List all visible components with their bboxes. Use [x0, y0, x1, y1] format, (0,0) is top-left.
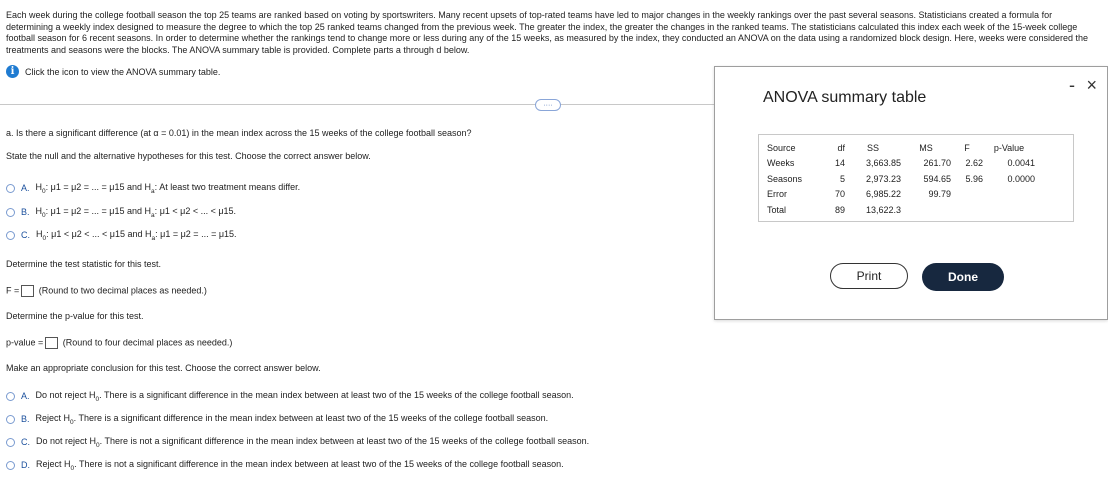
f-label: F =	[6, 285, 20, 296]
table-row	[767, 202, 1035, 218]
test-statistic-prompt: Determine the test statistic for this test.	[6, 259, 162, 269]
table-cell: 2,973.23	[865, 173, 901, 184]
radio-button[interactable]	[6, 208, 15, 217]
print-button[interactable]: Print	[830, 263, 908, 289]
h0-expression: μ1 = μ2 = ... = μ15	[50, 182, 125, 192]
table-cell: Total	[767, 204, 787, 215]
part-a-question: a. Is there a significant difference (at α = 0.01) in the mean index across the 15 weeks of the college football season?	[6, 128, 472, 138]
ha-expression: μ1 = μ2 = ... = μ15.	[160, 229, 237, 239]
table-cell: 0.0041	[1007, 158, 1035, 169]
table-cell: 261.70	[923, 158, 951, 169]
p-value-row	[6, 337, 232, 349]
anova-table	[758, 134, 1074, 222]
hypothesis-prompt: State the null and the alternative hypotheses for this test. Choose the correct answer below.	[6, 151, 371, 161]
column-header: SS	[866, 142, 879, 153]
radio-button[interactable]	[6, 184, 15, 193]
p-value-prompt: Determine the p-value for this test.	[6, 311, 144, 321]
f-statistic-row	[6, 285, 207, 297]
conclusion-text: Reject $H_0$. There is not a significant difference in the mean index between at least two of the 15 weeks of the college football season.	[36, 459, 564, 472]
column-header: F	[964, 142, 970, 153]
table-cell: 89	[834, 204, 845, 215]
p-value-hint: (Round to four decimal places as needed.)	[62, 337, 233, 348]
table-cell: 0.0000	[1007, 173, 1035, 184]
table-header-row	[767, 140, 1035, 156]
minimize-icon[interactable]: -	[1069, 75, 1075, 95]
h0-expression: μ1 < μ2 < ... < μ15	[51, 229, 125, 239]
conclusion-option-c[interactable]: C. Do not reject $H_0$. There is not a significant difference in the mean index between at least two of the 15 weeks of the college football season.	[6, 436, 589, 449]
info-link-text: Click the icon to view the ANOVA summary table.	[25, 66, 221, 77]
radio-button[interactable]	[6, 392, 15, 401]
conclusion-option-a[interactable]: A. Do not reject $H_0$. There is a significant difference in the mean index between at least two of the 15 weeks of the college football season.	[6, 390, 574, 403]
table-cell: 6,985.22	[865, 189, 901, 200]
hypothesis-text: $H_0$: μ1 = μ2 = ... = μ15 and $H_a$: μ1 < μ2 < ... < μ15.	[35, 206, 237, 219]
done-button[interactable]: Done	[922, 263, 1004, 291]
table-cell: Seasons	[767, 173, 803, 184]
table-cell	[983, 202, 1035, 218]
p-value-input[interactable]	[45, 337, 58, 349]
p-value-label: p-value =	[6, 337, 44, 348]
hypothesis-text: $H_0$: μ1 = μ2 = ... = μ15 and $H_a$: At least two treatment means differ.	[35, 182, 301, 195]
column-header: MS	[919, 142, 933, 153]
hypothesis-text: $H_0$: μ1 < μ2 < ... < μ15 and $H_a$: μ1 = μ2 = ... = μ15.	[36, 229, 237, 242]
conclusion-text: Do not reject $H_0$. There is a significant difference in the mean index between at least two of the 15 weeks of the college football season.	[35, 390, 574, 403]
hypothesis-option-b[interactable]: B. $H_0$: μ1 = μ2 = ... = μ15 and $H_a$: μ1 < μ2 < ... < μ15.	[6, 206, 236, 219]
radio-button[interactable]	[6, 415, 15, 424]
conclusion-option-d[interactable]: D. Reject $H_0$. There is not a significant difference in the mean index between at least two of the 15 weeks of the college football season.	[6, 459, 564, 472]
table-cell: 2.62	[965, 158, 983, 169]
column-header: p-Value	[993, 142, 1025, 153]
table-cell: 5.96	[965, 173, 983, 184]
anova-info-link[interactable]	[6, 65, 220, 78]
table-cell: 13,622.3	[865, 204, 901, 215]
f-statistic-input[interactable]	[21, 285, 34, 297]
anova-summary-dialog	[714, 66, 1108, 320]
conclusion-text: Do not reject $H_0$. There is not a significant difference in the mean index between at least two of the 15 weeks of the college football season.	[36, 436, 590, 449]
table-cell	[951, 187, 983, 203]
info-icon[interactable]: i	[6, 65, 19, 78]
column-header: Source	[767, 142, 796, 153]
table-cell: Error	[767, 189, 787, 200]
h0-expression: μ1 = μ2 = ... = μ15	[50, 206, 125, 216]
table-cell	[951, 202, 983, 218]
table-row	[767, 171, 1035, 187]
table-cell: 14	[834, 158, 845, 169]
conclusion-option-b[interactable]: B. Reject $H_0$. There is a significant difference in the mean index between at least two of the 15 weeks of the college football season.	[6, 413, 548, 426]
hypothesis-option-c[interactable]: C. $H_0$: μ1 < μ2 < ... < μ15 and $H_a$: μ1 = μ2 = ... = μ15.	[6, 229, 237, 242]
ha-expression: At least two treatment means differ.	[159, 182, 301, 192]
table-cell: 3,663.85	[865, 158, 901, 169]
dialog-title: ANOVA summary table	[763, 89, 927, 106]
conclusion-text: Reject $H_0$. There is a significant difference in the mean index between at least two of the 15 weeks of the college football season.	[35, 413, 549, 426]
table-cell: 594.65	[923, 173, 951, 184]
table-cell: Weeks	[767, 158, 795, 169]
table-cell: 5	[839, 173, 845, 184]
table-cell	[901, 202, 951, 218]
problem-intro: Each week during the college football season the top 25 teams are ranked based on voting by sportswriters. Many recent upsets of top-rated teams have led to major changes in the weekly rankings over the past several seasons. Statisticians created a formula for determining a weekly index designed to measure the degree to which the top 25 ranked teams changed from the previous week. The greater the index, the greater the changes in the ranked teams. The statisticians calculated this index each week of the 15-week college football season for 6 recent seasons. In order to determine whether the rankings tend to change more or less during any of the 15 weeks, as measured by the index, they conducted an ANOVA on the data using a randomized block design. Here, weeks were considered the treatments and seasons were the blocks. The ANOVA summary table is provided. Complete parts a through d below.	[6, 10, 1088, 55]
expand-button[interactable]: ····	[535, 99, 561, 111]
ha-expression: μ1 < μ2 < ... < μ15.	[159, 206, 237, 216]
table-cell	[983, 187, 1035, 203]
table-row	[767, 187, 1035, 203]
table-cell: 99.79	[928, 189, 951, 200]
radio-button[interactable]	[6, 438, 15, 447]
table-row	[767, 156, 1035, 172]
radio-button[interactable]	[6, 461, 15, 470]
conclusion-prompt: Make an appropriate conclusion for this test. Choose the correct answer below.	[6, 363, 321, 373]
close-icon[interactable]: ×	[1086, 75, 1097, 95]
table-cell: 70	[834, 189, 845, 200]
hypothesis-option-a[interactable]: A. $H_0$: μ1 = μ2 = ... = μ15 and $H_a$: At least two treatment means differ.	[6, 182, 300, 195]
section-divider	[0, 104, 720, 105]
f-hint: (Round to two decimal places as needed.)	[38, 285, 207, 296]
column-header: df	[837, 142, 845, 153]
radio-button[interactable]	[6, 231, 15, 240]
